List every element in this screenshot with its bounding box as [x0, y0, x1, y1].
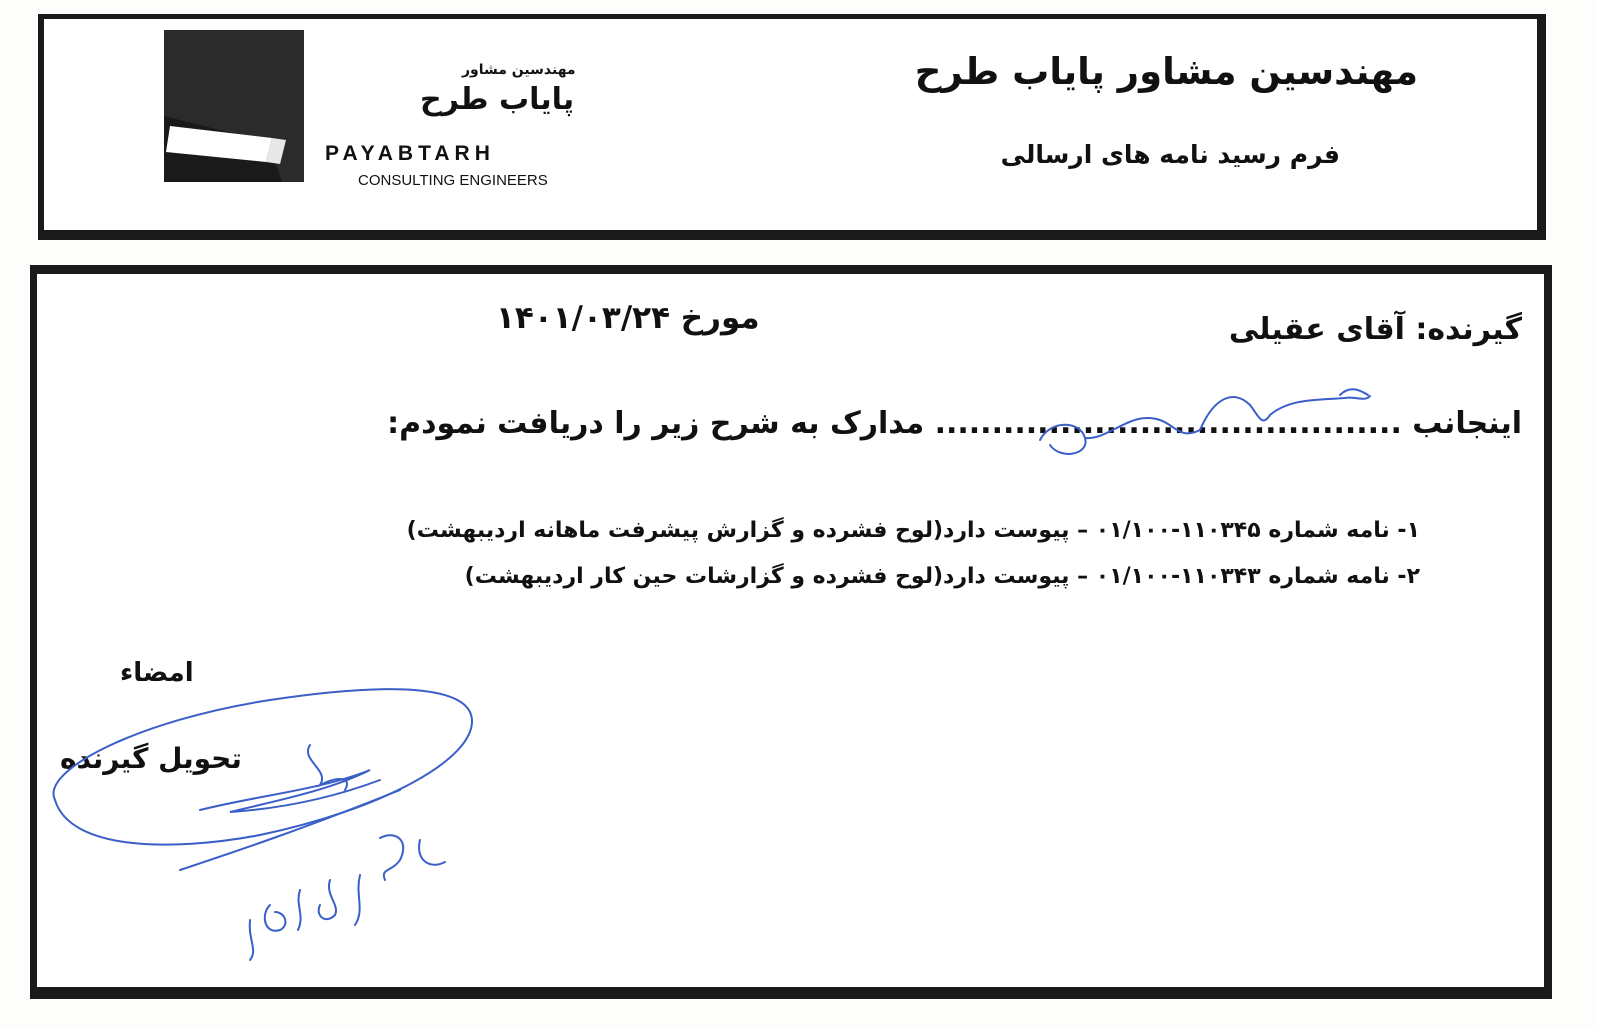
logo-persian-name: پایاب طرح: [420, 82, 575, 117]
intro-line: اینجانب ......................................... مدارک به شرح زیر را دریافت نمودم:: [387, 406, 1522, 441]
logo-english-subtitle: CONSULTING ENGINEERS: [358, 172, 548, 189]
logo-persian-subtitle: مهندسین مشاور: [462, 62, 576, 78]
form-title: فرم رسید نامه های ارسالی: [1000, 140, 1340, 169]
receipt-body-box: [30, 265, 1552, 999]
letter-item-1: ۱- نامه شماره ۱۱۰۳۴۵-۰۱/۱۰۰ – پیوست دارد(لوح فشرده و گزارش پیشرفت ماهانه اردیبهشت): [406, 518, 1420, 543]
recipient-line: گیرنده: آقای عقیلی: [1228, 312, 1522, 347]
date-line: مورخ ۱۴۰۱/۰۳/۲۴: [496, 300, 760, 336]
company-logo-mark: [164, 30, 304, 182]
signature-label: امضاء: [120, 658, 194, 688]
logo-english-name: PAYABTARH: [325, 142, 495, 165]
letter-item-2: ۲- نامه شماره ۱۱۰۳۴۳-۰۱/۱۰۰ – پیوست دارد(لوح فشرده و گزارشات حین کار اردیبهشت): [464, 564, 1420, 589]
receiver-label: تحویل گیرنده: [60, 742, 242, 775]
company-title: مهندسین مشاور پایاب طرح: [914, 50, 1418, 93]
